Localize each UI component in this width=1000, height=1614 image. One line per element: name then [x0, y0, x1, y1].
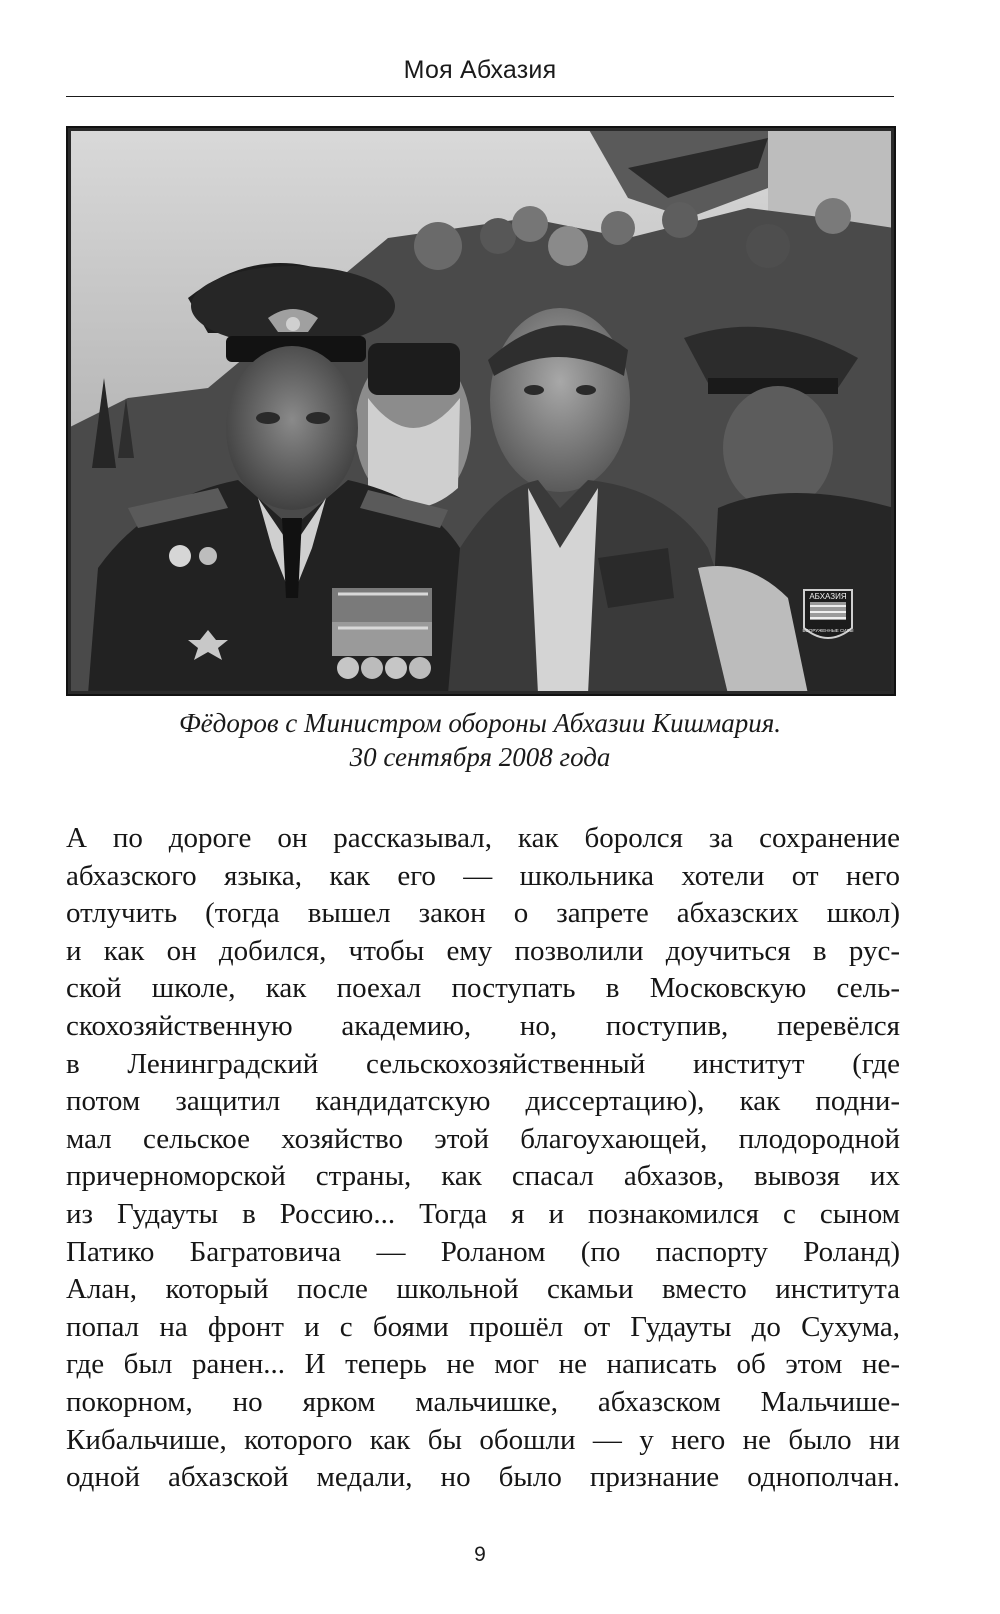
sleeve-badge	[803, 590, 854, 638]
text-line: в Ленинградский сельскохозяйственный институт (где	[66, 1047, 900, 1080]
badge-subtext: ВООРУЖЕННЫЕ СИЛЫ	[802, 628, 854, 633]
text-line: из Гудауты в Россию... Тогда я и познакомился с сыном	[66, 1197, 900, 1230]
text-line: Патико Багратовича — Роланом (по паспорту Роланд)	[66, 1235, 900, 1268]
text-line: А по дороге он рассказывал, как боролся за сохранение	[66, 822, 900, 854]
text-line: абхазского языка, как его — школьника хотели от него	[66, 859, 900, 892]
text-line: ской школе, как поехал поступать в Московскую сель-	[66, 972, 900, 1005]
caption-line-2: 30 сентября 2008 года	[349, 742, 611, 772]
text-line: попал на фронт и с боями прошёл от Гудауты до Сухума,	[66, 1310, 900, 1343]
text-line: скохозяйственную академию, но, поступив, перевёлся	[66, 1009, 900, 1042]
text-line: отлучить (тогда вышел закон о запрете абхазских школ)	[66, 897, 900, 930]
badge-text: АБХАЗИЯ	[809, 592, 847, 601]
text-line: и как он добился, чтобы ему позволили доучиться в рус-	[66, 934, 900, 967]
text-line: мал сельское хозяйство этой благоухающей, плодородной	[66, 1122, 900, 1155]
caption-line-1: Фёдоров с Министром обороны Абхазии Кишмария.	[178, 708, 782, 738]
page-number: 9	[474, 1543, 486, 1566]
text-line: Алан, который после школьной скамьи вместо института	[66, 1273, 900, 1306]
running-title: Моя Абхазия	[403, 56, 557, 84]
text-line: причерноморской страны, как спасал абхазов, вывозя их	[66, 1160, 900, 1193]
text-line: где был ранен... И теперь не мог не написать об этом не-	[66, 1348, 900, 1381]
body-paragraph	[66, 820, 900, 1497]
text-line: покорном, но ярком мальчишке, абхазском Мальчише-	[66, 1385, 900, 1418]
photo-caption	[66, 706, 894, 774]
text-line: одной абхазской медали, но было признание однополчан.	[66, 1461, 900, 1494]
photograph	[66, 126, 896, 696]
text-line: Кибальчише, которого как бы обошли — у него не было ни	[66, 1423, 900, 1456]
header-rule	[66, 96, 894, 97]
text-line: потом защитил кандидатскую диссертацию), как подни-	[66, 1085, 900, 1118]
